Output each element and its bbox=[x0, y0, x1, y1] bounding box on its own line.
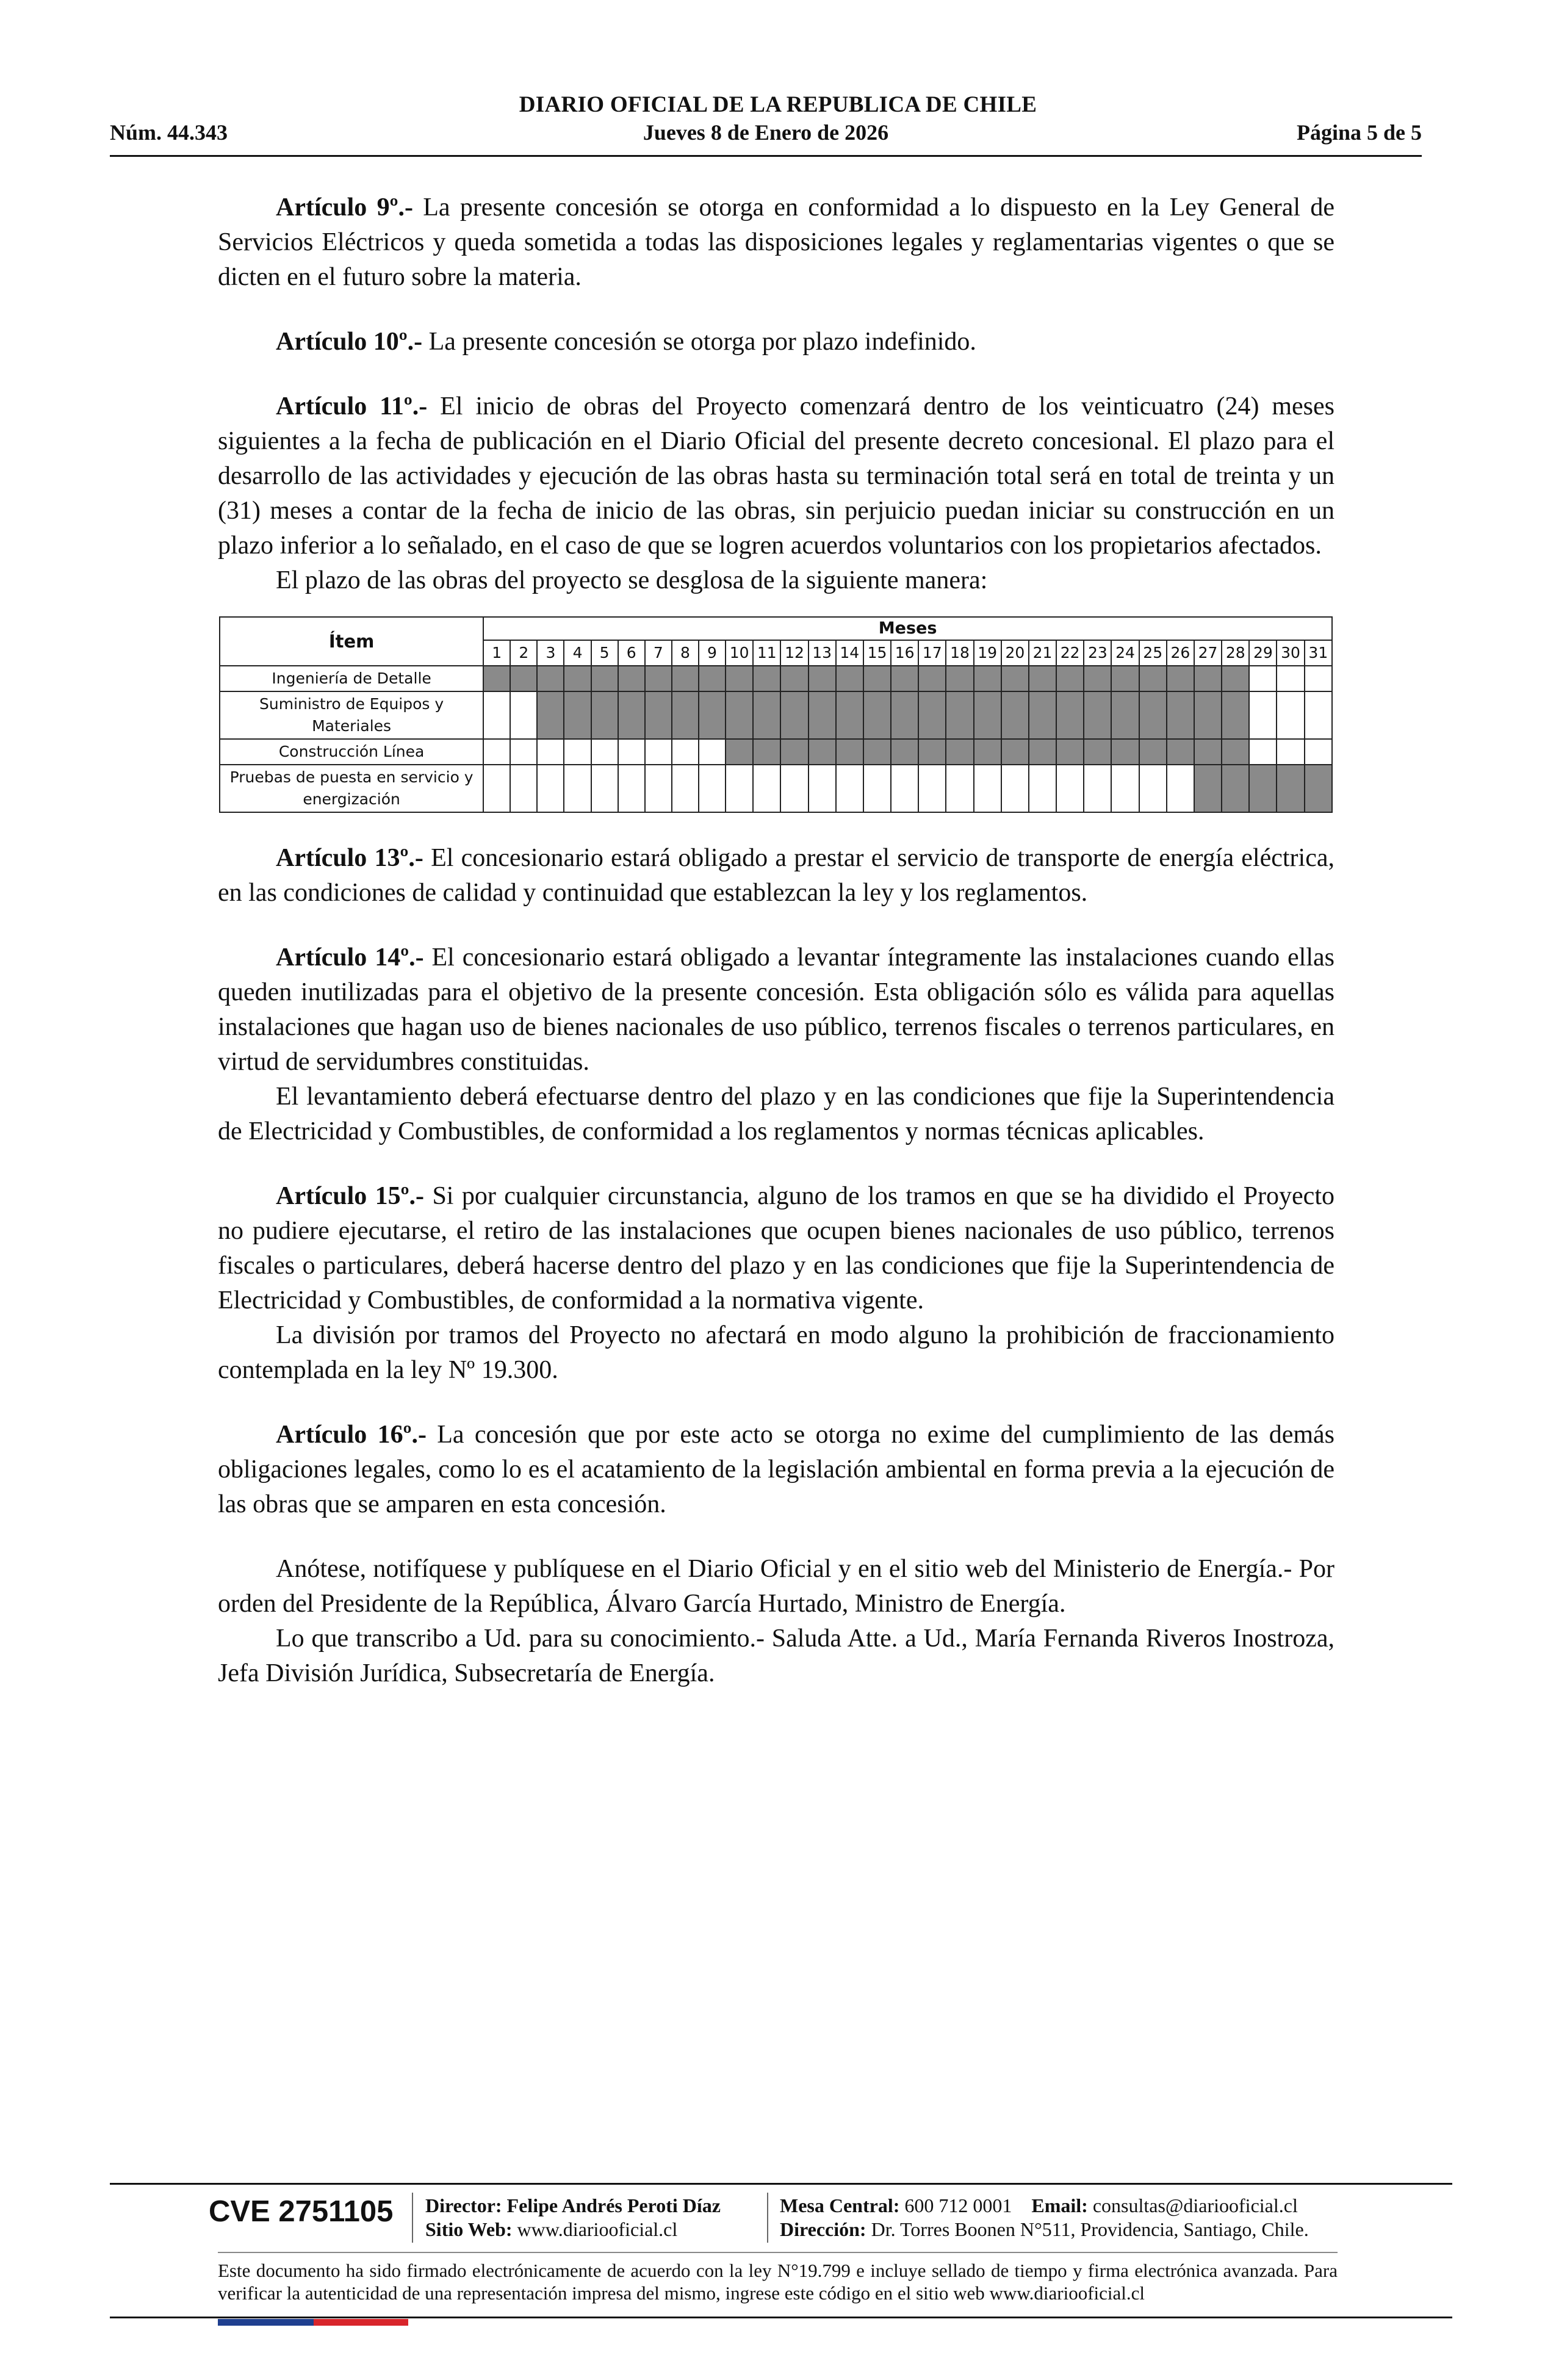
header-divider bbox=[110, 155, 1422, 157]
month-cell-active bbox=[1111, 739, 1139, 765]
month-cell-active bbox=[918, 739, 946, 765]
email-link[interactable]: consultas@diariooficial.cl bbox=[1092, 2194, 1298, 2216]
month-cell-active bbox=[726, 666, 753, 691]
footer-separator bbox=[767, 2193, 768, 2243]
month-cell-active bbox=[918, 666, 946, 691]
month-cell bbox=[918, 765, 946, 812]
month-cell bbox=[510, 739, 537, 765]
month-cell bbox=[1249, 739, 1277, 765]
month-cell-active bbox=[1111, 691, 1139, 739]
month-cell-active bbox=[1084, 666, 1111, 691]
month-cell-active bbox=[1029, 666, 1056, 691]
issue-number: Núm. 44.343 bbox=[110, 120, 228, 145]
month-number: 21 bbox=[1029, 640, 1056, 666]
page-indicator: Página 5 de 5 bbox=[1296, 120, 1422, 145]
article-14-paragraph-2: El levantamiento deberá efectuarse dentro del plazo y en las condiciones que fije la Superintendencia de Electricidad y Combustibles, de conformidad a los reglamentos y normas técnicas aplicables. bbox=[218, 1083, 1334, 1145]
month-cell-active bbox=[918, 691, 946, 739]
month-cell bbox=[537, 739, 564, 765]
article-text: El concesionario estará obligado a prestar el servicio de transporte de energía eléctrica, en las condiciones de calidad y continuidad que establezcan la ley y los reglamentos. bbox=[218, 844, 1334, 907]
month-cell-active bbox=[836, 666, 863, 691]
site-label: Sitio Web: bbox=[425, 2218, 513, 2240]
article-text: La presente concesión se otorga por plazo indefinido. bbox=[428, 328, 976, 356]
site-link[interactable]: www.diariooficial.cl bbox=[517, 2218, 678, 2240]
month-number: 22 bbox=[1056, 640, 1084, 666]
month-number: 3 bbox=[537, 640, 564, 666]
month-cell-active bbox=[780, 691, 808, 739]
article-9 bbox=[218, 190, 1334, 295]
month-number: 14 bbox=[836, 640, 863, 666]
month-cell-active bbox=[1194, 666, 1222, 691]
director-name: Felipe Andrés Peroti Díaz bbox=[506, 2194, 721, 2216]
month-cell-active bbox=[1194, 691, 1222, 739]
article-title: Artículo 10º.- bbox=[276, 328, 423, 356]
month-cell-active bbox=[809, 691, 836, 739]
month-cell-active bbox=[1056, 691, 1084, 739]
month-cell-active bbox=[1222, 691, 1249, 739]
month-cell-active bbox=[753, 666, 780, 691]
article-16 bbox=[218, 1418, 1334, 1522]
month-cell-active bbox=[1139, 666, 1167, 691]
month-cell-active bbox=[699, 691, 726, 739]
month-cell-active bbox=[753, 691, 780, 739]
month-cell-active bbox=[618, 691, 645, 739]
month-cell-active bbox=[1056, 666, 1084, 691]
months-header: Meses bbox=[483, 617, 1332, 640]
month-cell bbox=[564, 765, 591, 812]
month-number: 9 bbox=[699, 640, 726, 666]
article-title: Artículo 9º.- bbox=[276, 193, 413, 222]
month-cell-active bbox=[863, 666, 891, 691]
month-cell-active bbox=[863, 691, 891, 739]
month-cell-active bbox=[564, 666, 591, 691]
activity-label: Pruebas de puesta en servicio y energización bbox=[220, 765, 483, 812]
article-text: Si por cualquier circunstancia, alguno de los tramos en que se ha dividido el Proyecto no pudiere ejecutarse, el retiro de las instalaciones que ocupen bienes nacionales de uso público, terrenos fiscales o particulares, deberá hacerse dentro del plazo y en las condiciones que fije la Superintendencia de Electricidad y Combustibles, de conformidad a la normativa vigente. bbox=[218, 1182, 1334, 1314]
month-cell bbox=[809, 765, 836, 812]
month-cell bbox=[699, 765, 726, 812]
month-cell-active bbox=[1001, 691, 1029, 739]
schedule-table bbox=[219, 616, 1333, 813]
month-cell-active bbox=[1167, 739, 1194, 765]
month-cell bbox=[1139, 765, 1167, 812]
month-cell bbox=[891, 765, 918, 812]
issue-date: Jueves 8 de Enero de 2026 bbox=[643, 120, 889, 145]
month-cell-active bbox=[510, 666, 537, 691]
month-cell-active bbox=[1167, 666, 1194, 691]
month-cell-active bbox=[1001, 739, 1029, 765]
month-cell-active bbox=[645, 666, 672, 691]
month-cell-active bbox=[753, 739, 780, 765]
month-cell-active bbox=[1194, 739, 1222, 765]
month-cell-active bbox=[836, 739, 863, 765]
article-14 bbox=[218, 940, 1334, 1080]
month-cell bbox=[1111, 765, 1139, 812]
footer-divider bbox=[110, 2183, 1452, 2185]
month-cell bbox=[946, 765, 973, 812]
month-number: 30 bbox=[1277, 640, 1304, 666]
month-cell-active bbox=[483, 666, 510, 691]
newspaper-title: DIARIO OFICIAL DE LA REPUBLICA DE CHILE bbox=[519, 92, 1037, 117]
month-cell-active bbox=[1029, 739, 1056, 765]
month-number: 5 bbox=[591, 640, 618, 666]
month-cell bbox=[836, 765, 863, 812]
month-cell bbox=[618, 739, 645, 765]
month-cell bbox=[1305, 666, 1332, 691]
activity-label: Construcción Línea bbox=[220, 739, 483, 765]
mesa-phone: 600 712 0001 bbox=[904, 2194, 1012, 2216]
flag-stripe-blue bbox=[218, 2319, 314, 2326]
article-text: El concesionario estará obligado a levantar íntegramente las instalaciones cuando ellas queden inutilizadas para el objetivo de la presente concesión. Esta obligación sólo es válida para aquellas instalaciones que hagan uso de bienes nacionales de uso público, terrenos fiscales o terrenos particulares, en virtud de servidumbres constituidas. bbox=[218, 943, 1335, 1076]
month-cell-active bbox=[618, 666, 645, 691]
month-cell-active bbox=[1056, 739, 1084, 765]
month-number: 25 bbox=[1139, 640, 1167, 666]
email-label: Email: bbox=[1031, 2194, 1088, 2216]
month-cell bbox=[645, 739, 672, 765]
month-cell-active bbox=[809, 739, 836, 765]
month-number: 23 bbox=[1084, 640, 1111, 666]
month-cell-active bbox=[1277, 765, 1304, 812]
month-cell bbox=[672, 739, 699, 765]
month-number: 24 bbox=[1111, 640, 1139, 666]
month-cell bbox=[1084, 765, 1111, 812]
schedule-row bbox=[220, 765, 1332, 812]
article-text: La concesión que por este acto se otorga no exime del cumplimiento de las demás obligaciones legales, como lo es el acatamiento de la legislación ambiental en forma previa a la ejecución de las obras que se amparen en esta concesión. bbox=[218, 1421, 1334, 1518]
month-cell-active bbox=[946, 739, 973, 765]
month-cell bbox=[645, 765, 672, 812]
article-title: Artículo 14º.- bbox=[276, 943, 424, 972]
month-number: 11 bbox=[753, 640, 780, 666]
month-cell bbox=[564, 739, 591, 765]
month-cell-active bbox=[863, 739, 891, 765]
month-number: 17 bbox=[918, 640, 946, 666]
schedule-row bbox=[220, 666, 1332, 691]
month-cell-active bbox=[1249, 765, 1277, 812]
month-cell-active bbox=[974, 666, 1001, 691]
month-cell-active bbox=[1167, 691, 1194, 739]
month-cell bbox=[537, 765, 564, 812]
month-cell bbox=[1001, 765, 1029, 812]
schedule-row bbox=[220, 739, 1332, 765]
month-cell bbox=[1167, 765, 1194, 812]
month-cell bbox=[780, 765, 808, 812]
month-number: 12 bbox=[780, 640, 808, 666]
month-cell-active bbox=[1222, 739, 1249, 765]
flag-stripe-red bbox=[314, 2319, 408, 2326]
month-cell bbox=[1277, 739, 1304, 765]
month-cell-active bbox=[1139, 691, 1167, 739]
month-number: 4 bbox=[564, 640, 591, 666]
month-cell bbox=[618, 765, 645, 812]
month-cell bbox=[483, 765, 510, 812]
month-cell-active bbox=[946, 691, 973, 739]
month-cell bbox=[699, 739, 726, 765]
month-cell bbox=[1249, 691, 1277, 739]
mesa-label: Mesa Central: bbox=[780, 2194, 900, 2216]
month-number: 1 bbox=[483, 640, 510, 666]
footer-divider bbox=[218, 2252, 1338, 2253]
month-cell bbox=[483, 691, 510, 739]
month-cell-active bbox=[946, 666, 973, 691]
footer-divider bbox=[110, 2317, 1452, 2318]
article-title: Artículo 13º.- bbox=[276, 844, 423, 872]
month-cell-active bbox=[591, 666, 618, 691]
article-title: Artículo 15º.- bbox=[276, 1182, 425, 1210]
month-cell bbox=[483, 739, 510, 765]
month-cell bbox=[726, 765, 753, 812]
month-cell-active bbox=[974, 739, 1001, 765]
month-cell-active bbox=[1084, 691, 1111, 739]
month-cell bbox=[591, 765, 618, 812]
closing-paragraph-1: Anótese, notifíquese y publíquese en el Diario Oficial y en el sitio web del Ministerio de Energía.- Por orden del Presidente de la República, Álvaro García Hurtado, Ministro de Energía. bbox=[218, 1555, 1334, 1618]
footer-director-block bbox=[425, 2194, 721, 2241]
schedule-row bbox=[220, 691, 1332, 739]
document-body bbox=[218, 190, 1334, 1691]
month-cell bbox=[1305, 691, 1332, 739]
director-label: Director: bbox=[425, 2194, 502, 2216]
month-number: 8 bbox=[672, 640, 699, 666]
month-cell-active bbox=[780, 739, 808, 765]
month-cell-active bbox=[726, 739, 753, 765]
month-cell-active bbox=[1111, 666, 1139, 691]
month-cell-active bbox=[1001, 666, 1029, 691]
month-cell-active bbox=[780, 666, 808, 691]
month-cell bbox=[510, 691, 537, 739]
article-text: La presente concesión se otorga en conformidad a lo dispuesto en la Ley General de Servicios Eléctricos y queda sometida a todas las disposiciones legales y reglamentarias vigentes o que se dicten en el futuro sobre la materia. bbox=[218, 193, 1334, 291]
month-cell-active bbox=[1139, 739, 1167, 765]
article-10 bbox=[218, 325, 1334, 359]
month-number: 20 bbox=[1001, 640, 1029, 666]
month-number: 29 bbox=[1249, 640, 1277, 666]
article-15 bbox=[218, 1179, 1334, 1318]
article-title: Artículo 11º.- bbox=[276, 392, 428, 420]
month-cell bbox=[1029, 765, 1056, 812]
footer-separator bbox=[412, 2193, 413, 2243]
month-cell-active bbox=[537, 691, 564, 739]
article-text: El inicio de obras del Proyecto comenzará dentro de los veinticuatro (24) meses siguientes a la fecha de publicación en el Diario Oficial del presente decreto concesional. El plazo para el desarrollo de las actividades y ejecución de las obras hasta su terminación total será en total de treinta y un (31) meses a contar de la fecha de inicio de las obras, sin perjuicio puedan iniciar su construcción en un plazo inferior a lo señalado, en el caso de que se logren acuerdos voluntarios con los propietarios afectados. bbox=[218, 392, 1334, 560]
month-cell-active bbox=[809, 666, 836, 691]
month-cell-active bbox=[1084, 739, 1111, 765]
month-number: 31 bbox=[1305, 640, 1332, 666]
month-cell bbox=[510, 765, 537, 812]
month-cell-active bbox=[891, 666, 918, 691]
month-cell-active bbox=[836, 691, 863, 739]
month-cell bbox=[753, 765, 780, 812]
month-cell bbox=[1249, 666, 1277, 691]
header-row bbox=[110, 120, 1422, 150]
month-number: 18 bbox=[946, 640, 973, 666]
signature-disclaimer: Este documento ha sido firmado electrónicamente de acuerdo con la ley N°19.799 e incluye sellado de tiempo y firma electrónica avanzada. Para verificar la autenticidad de una representación impresa del mismo, ingrese este código en el sitio web www.diariooficial.cl bbox=[218, 2260, 1338, 2304]
month-number: 7 bbox=[645, 640, 672, 666]
month-cell-active bbox=[591, 691, 618, 739]
footer-contact-block bbox=[780, 2194, 1309, 2241]
address-label: Dirección: bbox=[780, 2218, 866, 2240]
month-cell bbox=[672, 765, 699, 812]
month-cell-active bbox=[672, 691, 699, 739]
cve-code: CVE 2751105 bbox=[209, 2195, 394, 2228]
month-cell-active bbox=[891, 691, 918, 739]
month-number: 15 bbox=[863, 640, 891, 666]
month-cell-active bbox=[537, 666, 564, 691]
article-11-paragraph-2: El plazo de las obras del proyecto se desglosa de la siguiente manera: bbox=[276, 566, 988, 594]
closing-paragraph-2: Lo que transcribo a Ud. para su conocimiento.- Saluda Atte. a Ud., María Fernanda Riveros Inostroza, Jefa División Jurídica, Subsecretaría de Energía. bbox=[218, 1625, 1334, 1687]
month-cell-active bbox=[726, 691, 753, 739]
month-cell bbox=[974, 765, 1001, 812]
month-cell-active bbox=[974, 691, 1001, 739]
month-cell bbox=[591, 739, 618, 765]
month-cell-active bbox=[564, 691, 591, 739]
article-13 bbox=[218, 841, 1334, 911]
month-number: 6 bbox=[618, 640, 645, 666]
article-11 bbox=[218, 389, 1334, 563]
article-title: Artículo 16º.- bbox=[276, 1421, 427, 1449]
month-cell bbox=[1277, 691, 1304, 739]
month-number: 19 bbox=[974, 640, 1001, 666]
month-number: 2 bbox=[510, 640, 537, 666]
activity-label: Ingeniería de Detalle bbox=[220, 666, 483, 691]
month-cell-active bbox=[645, 691, 672, 739]
month-number: 13 bbox=[809, 640, 836, 666]
month-cell-active bbox=[1305, 765, 1332, 812]
month-number: 28 bbox=[1222, 640, 1249, 666]
item-header: Ítem bbox=[220, 617, 483, 666]
month-cell-active bbox=[891, 739, 918, 765]
month-cell bbox=[863, 765, 891, 812]
month-cell-active bbox=[1194, 765, 1222, 812]
month-cell-active bbox=[699, 666, 726, 691]
month-number: 27 bbox=[1194, 640, 1222, 666]
month-number: 26 bbox=[1167, 640, 1194, 666]
activity-label: Suministro de Equipos y Materiales bbox=[220, 691, 483, 739]
month-cell-active bbox=[672, 666, 699, 691]
month-number: 16 bbox=[891, 640, 918, 666]
month-number: 10 bbox=[726, 640, 753, 666]
month-cell-active bbox=[1222, 765, 1249, 812]
article-15-paragraph-2: La división por tramos del Proyecto no afectará en modo alguno la prohibición de fraccionamiento contemplada en la ley Nº 19.300. bbox=[218, 1321, 1334, 1384]
month-cell-active bbox=[1222, 666, 1249, 691]
address-text: Dr. Torres Boonen N°511, Providencia, Santiago, Chile. bbox=[871, 2218, 1309, 2240]
month-cell bbox=[1277, 666, 1304, 691]
month-cell bbox=[1305, 739, 1332, 765]
month-cell bbox=[1056, 765, 1084, 812]
month-cell-active bbox=[1029, 691, 1056, 739]
